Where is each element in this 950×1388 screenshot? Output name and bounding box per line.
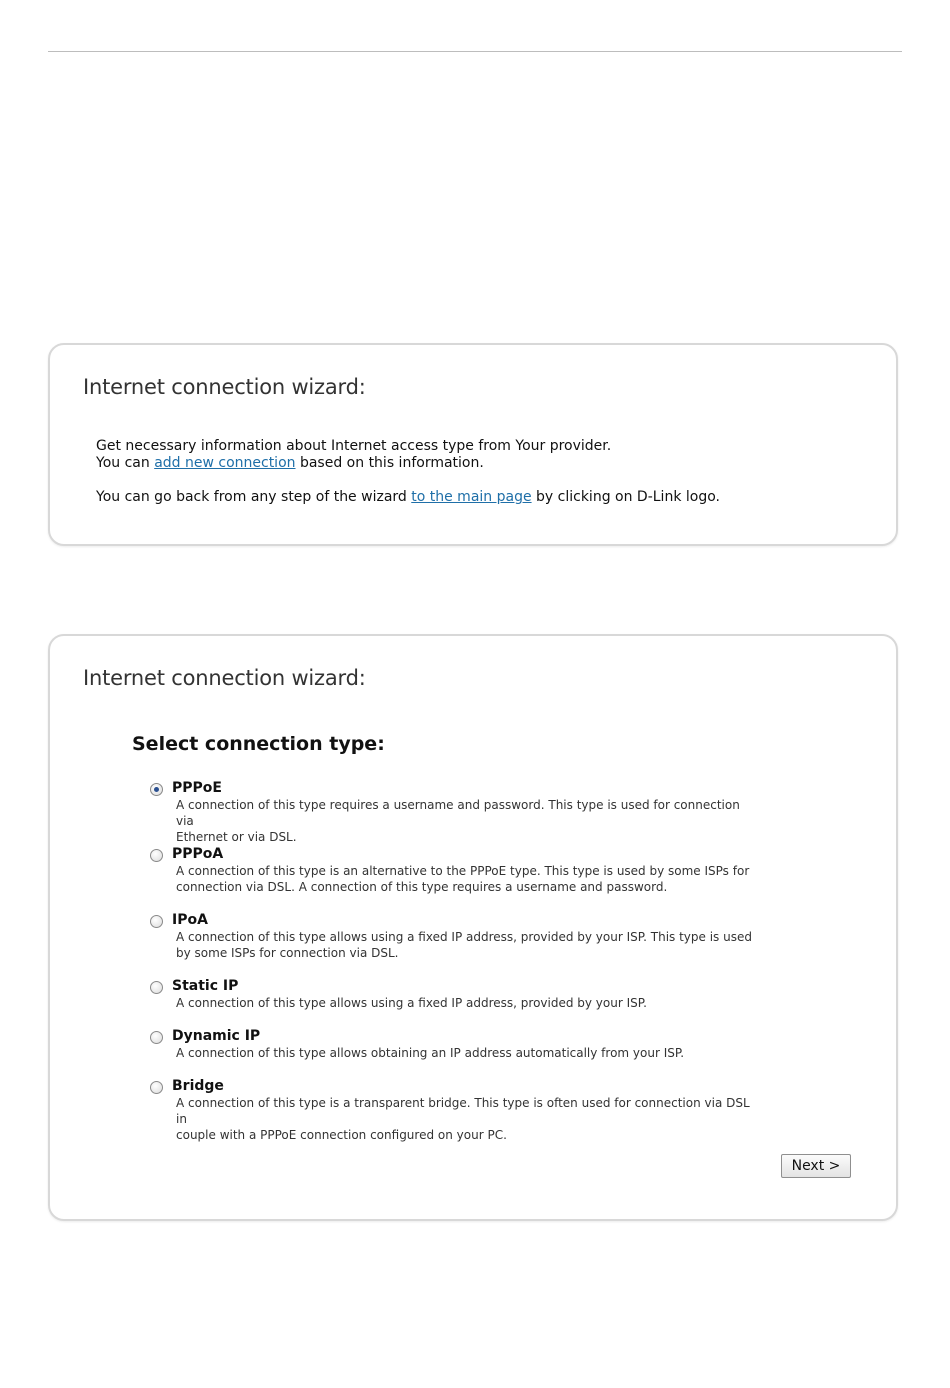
option-description-line: A connection of this type is a transparent bridge. This type is often used for connection via DSL in <box>176 1096 750 1126</box>
intro-text <box>96 438 856 506</box>
option-description-line: couple with a PPPoE connection configured on your PC. <box>176 1128 507 1142</box>
option-description-line: by some ISPs for connection via DSL. <box>176 946 399 960</box>
panel-title: Internet connection wizard: <box>83 375 366 399</box>
option-description-line: A connection of this type allows using a fixed IP address, provided by your ISP. <box>176 996 647 1010</box>
option-bridge <box>149 1077 759 1143</box>
radio-pppoa[interactable] <box>150 849 163 862</box>
option-label[interactable]: IPoA <box>172 912 208 928</box>
main-page-link[interactable]: to the main page <box>411 489 532 505</box>
radio-bridge[interactable] <box>150 1081 163 1094</box>
option-pppoe <box>149 779 759 845</box>
radio-ipoa[interactable] <box>150 915 163 928</box>
option-label[interactable]: PPPoE <box>172 780 222 796</box>
connection-type-panel <box>48 634 898 1221</box>
top-divider <box>48 51 902 52</box>
wizard-intro-panel <box>48 343 898 546</box>
option-label[interactable]: Dynamic IP <box>172 1028 261 1044</box>
radio-dynamic-ip[interactable] <box>150 1031 163 1044</box>
option-label[interactable]: Static IP <box>172 978 239 994</box>
option-label[interactable]: Bridge <box>172 1078 224 1094</box>
intro-line-2-prefix: You can <box>96 455 155 471</box>
option-pppoa <box>149 845 759 911</box>
intro-line-3-prefix: You can go back from any step of the wizard <box>96 489 412 505</box>
intro-line-3-suffix: by clicking on D-Link logo. <box>531 489 720 505</box>
option-ipoa <box>149 911 759 977</box>
option-static-ip <box>149 977 759 1027</box>
intro-line-2 <box>96 455 856 472</box>
add-new-connection-link[interactable]: add new connection <box>154 455 296 471</box>
option-description-line: connection via DSL. A connection of this type requires a username and password. <box>176 880 668 894</box>
next-button[interactable]: Next > <box>781 1154 851 1178</box>
intro-line-2-suffix: based on this information. <box>295 455 484 471</box>
radio-pppoe[interactable] <box>150 783 163 796</box>
option-description-line: A connection of this type requires a username and password. This type is used for connection via <box>176 798 740 828</box>
connection-type-options <box>149 779 759 1143</box>
intro-line-1: Get necessary information about Internet access type from Your provider. <box>96 438 612 454</box>
panel-title: Internet connection wizard: <box>83 666 366 690</box>
select-connection-type-heading: Select connection type: <box>132 733 385 755</box>
intro-line-3 <box>96 489 856 506</box>
option-description-line: A connection of this type allows obtaining an IP address automatically from your ISP. <box>176 1046 685 1060</box>
option-description-line: A connection of this type is an alternative to the PPPoE type. This type is used by some ISPs for <box>176 864 750 878</box>
radio-static-ip[interactable] <box>150 981 163 994</box>
option-label[interactable]: PPPoA <box>172 846 224 862</box>
option-dynamic-ip <box>149 1027 759 1077</box>
option-description-line: Ethernet or via DSL. <box>176 830 297 844</box>
option-description-line: A connection of this type allows using a fixed IP address, provided by your ISP. This type is used <box>176 930 752 944</box>
